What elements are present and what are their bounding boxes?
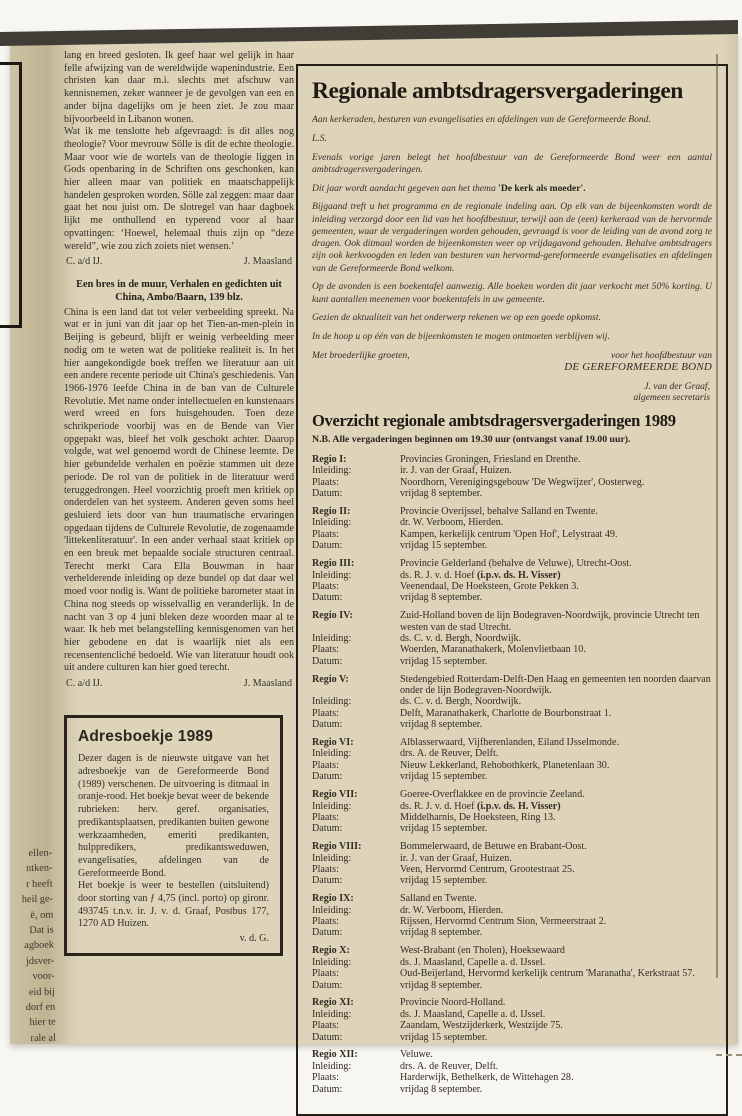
region-label: Regio XI: [312, 997, 354, 1009]
inleiding-label: Inleiding: [312, 1060, 352, 1072]
inleiding-text: drs. A. de Reuver, Delft. [400, 1060, 499, 1072]
region-entry [312, 674, 712, 731]
region-inleiding [400, 465, 712, 476]
region-plaats: Nieuw Lekkerland, Rehobothkerk, Planetenlaan 30. [400, 759, 610, 771]
page-corner-marks [716, 1054, 742, 1056]
region-label: Regio VII: [312, 789, 358, 801]
inleiding-text: ds. J. Maasland, Capelle a. d. IJssel. [400, 956, 546, 968]
closing-org-line: DE GEREFORMEERDE BOND [564, 360, 712, 373]
region-area: Provincie Overijssel, behalve Salland en Twente. [400, 506, 598, 518]
overview-note: N.B. Alle vergaderingen beginnen om 19.30 uur (ontvangst vanaf 19.00 uur). [312, 433, 631, 445]
letter-signer [314, 381, 710, 403]
region-label: Regio V: [312, 673, 349, 685]
signature-place: C. a/d IJ. [66, 256, 103, 268]
left-column [64, 50, 294, 956]
region-entry [312, 997, 712, 1043]
inleiding-text: dr. W. Verboom, Hierden. [400, 904, 504, 916]
adresboekje-paragraph: Het boekje is weer te bestellen (uitsluitend) door storting van ƒ 4,75 (incl. porto) op gironr. 493745 t.n.v. ir. J. v. d. Graaf, Postbus 177, 1270 AD Huizen. [78, 880, 269, 930]
datum-label: Datum: [312, 488, 343, 500]
inleiding-label: Inleiding: [312, 956, 352, 968]
region-area: Provincies Groningen, Friesland en Drenthe. [400, 453, 581, 465]
region-plaats: Woerden, Maranathakerk, Molenvlietbaan 10. [400, 644, 586, 656]
plaats-label: Plaats: [312, 916, 339, 928]
inleiding-label: Inleiding: [312, 800, 352, 812]
spine-fragment: Dat is [29, 924, 54, 937]
region-entry [312, 610, 712, 667]
overview-title: Overzicht regionale ambtsdragersvergaderingen 1989 [312, 410, 676, 430]
letter-paragraph [312, 133, 712, 145]
region-area: Provincie Noord-Holland. [400, 997, 506, 1009]
letter-paragraph [312, 183, 712, 195]
plaats-label: Plaats: [312, 811, 339, 823]
region-datum: vrijdag 15 september. [400, 540, 488, 552]
closing-for-line: voor het hoofdbestuur van [611, 349, 712, 361]
signature-author: J. Maasland [243, 678, 292, 690]
letter-text: Dit jaar wordt aandacht gegeven aan het thema [312, 182, 499, 194]
inleiding-text: ir. J. van der Graaf, Huizen. [400, 465, 512, 477]
region-plaats: Veenendaal, De Hoeksteen, Grote Pekken 3. [400, 580, 579, 592]
region-label: Regio I: [312, 453, 347, 465]
region-datum: vrijdag 8 september. [400, 979, 483, 991]
region-inleiding [400, 748, 712, 759]
datum-label: Datum: [312, 1031, 343, 1043]
region-datum: vrijdag 8 september. [400, 1083, 483, 1095]
closing-on-behalf [564, 350, 712, 373]
adresboekje-signature: v. d. G. [239, 933, 269, 945]
regional-meetings-article [296, 64, 728, 1116]
inleiding-bold-note: (i.p.v. ds. H. Visser) [477, 569, 561, 581]
plaats-label: Plaats: [312, 707, 339, 719]
region-inleiding [400, 853, 712, 864]
region-inleiding [400, 957, 712, 968]
datum-label: Datum: [312, 1083, 343, 1095]
region-label: Regio IX: [312, 893, 354, 905]
spine-fragment: ellen- [28, 847, 53, 860]
spine-fragment: dorf en [25, 1001, 56, 1014]
inleiding-text: ds. R. J. v. d. Hoef [400, 569, 478, 581]
inleiding-text: ds. R. J. v. d. Hoef [400, 800, 478, 812]
region-area: Salland en Twente. [400, 893, 477, 905]
letter-text: Bijgaand treft u het programma en de regionale indeling aan. Op elk van de bijeenkomsten wordt de inleiding verzorgd door een lid van het hoofdbestuur, terwijl aan de (een) kerkeraad van de hervormde gemeenten, waar de vergaderingen worden gehouden, gevraagd is voor de leiding van de avond zorg te dragen. Ook ditmaal worden de bijeenkomsten weer op vrijdagavond gehouden. Behalve ambtsdragers zijn ook kerkvoogden en leden van besturen van hervormd-gereformeerde evangelisaties en afdelingen van de Gereformeerde Bond welkom. [312, 201, 712, 274]
inleiding-label: Inleiding: [312, 696, 352, 708]
inleiding-text: ds. C. v. d. Bergh, Noordwijk. [400, 696, 522, 708]
spine-fragment: jdsver- [25, 955, 55, 967]
region-plaats: Delft, Maranathakerk, Charlotte de Bourbonstraat 1. [400, 707, 612, 719]
closing-greeting: Met broederlijke groeten, [312, 349, 410, 361]
letter-paragraph [312, 201, 712, 275]
region-area: Zuid-Holland boven de lijn Bodegraven-Noordwijk, provincie Utrecht ten westen van de stad Utrecht. [400, 610, 700, 633]
region-datum: vrijdag 8 september. [400, 488, 483, 500]
region-area: Alblasserwaard, Vijfherenlanden, Eiland IJsselmonde. [400, 737, 619, 749]
plaats-label: Plaats: [312, 759, 339, 771]
inleiding-label: Inleiding: [312, 632, 352, 644]
adresboekje-body [78, 753, 269, 931]
plaats-label: Plaats: [312, 968, 339, 980]
book-review-body [64, 307, 294, 675]
datum-label: Datum: [312, 655, 343, 667]
region-datum: vrijdag 15 september. [400, 655, 488, 667]
letter-paragraph [312, 281, 712, 306]
region-entry [312, 789, 712, 835]
plaats-label: Plaats: [312, 863, 339, 875]
datum-label: Datum: [312, 540, 343, 552]
region-entry [312, 454, 712, 500]
region-label: Regio VIII: [312, 841, 362, 853]
signature-place: C. a/d IJ. [66, 678, 103, 690]
spine-fragment: ntken- [25, 862, 53, 875]
inleiding-label: Inleiding: [312, 748, 352, 760]
region-entry [312, 1049, 712, 1095]
inleiding-label: Inleiding: [312, 1008, 352, 1020]
region-datum: vrijdag 8 september. [400, 927, 483, 939]
signature-author: J. Maasland [243, 256, 292, 268]
datum-label: Datum: [312, 592, 343, 604]
inleiding-label: Inleiding: [312, 852, 352, 864]
region-area: Goeree-Overflakkee en de provincie Zeeland. [400, 789, 585, 801]
datum-label: Datum: [312, 927, 343, 939]
letter-paragraph [312, 114, 712, 126]
region-datum: vrijdag 8 september. [400, 719, 483, 731]
article-paragraph: Wat ik me tenslotte heb afgevraagd: is dit alles nog theologie? Voor mevrouw Sölle is dit de echte theologie. Maar voor wie de wortels van de theologie liggen in Gods openbaring in de Schriften ons geschonken, kan hier alleen maar van politiek en maatschappelijk handelen gesproken worden. Sölle zal zeggen: maar daar gaat het nou juist om. De slotregel van haar dagboek lijkt me onthullend en typerend voor al haar opvattingen: ‘Hoewel, helemaal thuis zijn op “deze wereld”, wie zou zich zoiets niet wensen.’ [64, 126, 294, 252]
letter-text: Aan kerkeraden, besturen van evangelisaties en afdelingen van de Gereformeerde Bond. [312, 114, 651, 125]
region-plaats: Veen, Hervormd Centrum, Grootestraat 25. [400, 863, 575, 875]
region-datum: vrijdag 15 september. [400, 875, 488, 887]
spine-fragment: rale al [30, 1032, 57, 1044]
inleiding-bold-note: (i.p.v. ds. H. Visser) [477, 800, 561, 812]
letter-text: Op de avonden is een boekentafel aanwezig. Alle boeken worden dit jaar verkocht met 50% korting. U kunt aantallen meenemen voor boekentafels in uw gemeente. [312, 281, 712, 305]
region-label: Regio IV: [312, 610, 353, 622]
region-plaats: Kampen, kerkelijk centrum 'Open Hof', Lelystraat 49. [400, 528, 618, 540]
region-inleiding [400, 1061, 712, 1072]
signer-name: J. van der Graaf, [644, 380, 710, 392]
spine-text-fragments [10, 846, 56, 1047]
region-label: Regio II: [312, 506, 351, 518]
region-label: Regio X: [312, 945, 350, 957]
region-inleiding [400, 801, 712, 812]
datum-label: Datum: [312, 771, 343, 783]
letter-closing-row [312, 350, 712, 373]
region-area: Provincie Gelderland (behalve de Veluwe), Utrecht-Oost. [400, 558, 632, 570]
spine-fragment: r heeft [25, 878, 53, 890]
inleiding-label: Inleiding: [312, 517, 352, 529]
inleiding-label: Inleiding: [312, 465, 352, 477]
region-inleiding [400, 633, 712, 644]
spine-fragment: voor- [32, 970, 55, 983]
article-paragraph: lang en breed gesloten. Ik geef haar wel gelijk in haar felle afwijzing van de wereldwijde wapenindustrie. Een christen kan daar m.i. slechts met afschuw van kennisnemen, zeker wanneer je de gevolgen van een en ander bijna dagelijks om je heen ziet. Je zou maar bijvoorbeeld in Libanon wonen. [64, 50, 294, 125]
review-paragraph: China is een land dat tot veler verbeelding spreekt. Na wat er in juni van dit jaar op het Tien-an-men-plein in Beijing is gebeurd, blijft er weinig verbeelding meer nodig om te weten wat de politieke realiteit is. In het hier aangekondigde boek treffen we literatuur aan uit een andere recente periode uit China's geschiedenis. Van 1966-1976 leefde China in de ban van de Culturele Revolutie. Met name onder intellectuelen en kunstenaars werd wreed en fors huisgehouden. Toen deze schrikperiode voorbij was en de Bende van Vier opgepakt was, bleef het volk geschokt achter. Daarop volgde, wat wel genoemd wordt de Chinese leemte. De hier gebundelde verhalen en poëzie stammen uit deze periode. De rol van de politiek in de literatuur werd teruggedrongen. Heel voorzichtig proeft men kritiek op onderdelen van het systeem. Anderen geven soms heel gesluierd iets door van hun traumatische ervaringen opgedaan tijdens de Culturele Revolutie, de zogenaamde 'littekenliteratuur'. In een ander verhaal staat kritiek op en een breuk met bepaalde sociale structuren centraal. Terecht merkt Cara Ella Bouwman in haar verhelderende inleiding op deze bundel op dat daar wel moed voor nodig is. Want de politieke barometer staat in China nog steeds op wisselvallig en veranderlijk. In de nacht van 3 op 4 juni bleken deze woorden maar al te waar. Ik heb met belangstelling kennisgenomen van het hier gebodene en dat is waarlijk niet als een recensentencliché bedoeld. Wie van literatuur houdt ook uit andere culturen kan hier goed terecht. [64, 306, 294, 674]
letter-body [312, 114, 712, 343]
region-datum: vrijdag 8 september. [400, 592, 483, 604]
region-area: Stedengebied Rotterdam-Delft-Den Haag en gemeenten ten noorden daarvan onder de lijn Bodegraven-Noordwijk. [400, 673, 711, 697]
region-plaats: Harderwijk, Bethelkerk, de Wittehagen 28. [400, 1072, 574, 1084]
letter-text: L.S. [312, 132, 327, 144]
inleiding-label: Inleiding: [312, 569, 352, 581]
plaats-label: Plaats: [312, 644, 339, 656]
plaats-label: Plaats: [312, 1020, 339, 1032]
signature-row [66, 256, 292, 269]
region-plaats: Noordhorn, Verenigingsgebouw 'De Wegwijzer', Oosterweg. [400, 476, 645, 488]
region-datum: vrijdag 15 september. [400, 1031, 488, 1043]
region-inleiding [400, 696, 712, 707]
adresboekje-title: Adresboekje 1989 [78, 727, 214, 745]
region-inleiding [400, 1009, 712, 1020]
plaats-label: Plaats: [312, 528, 339, 540]
spine-fragment: hier te [29, 1017, 56, 1029]
inleiding-text: drs. A. de Reuver, Delft. [400, 748, 499, 760]
letter-bold-text: 'De kerk als moeder'. [498, 182, 586, 194]
spine-fragment: ë, om [30, 909, 54, 921]
region-entry [312, 506, 712, 552]
spine-fragment: eid bij [28, 986, 56, 998]
region-label: Regio VI: [312, 737, 354, 749]
region-datum: vrijdag 15 september. [400, 823, 488, 835]
regions-list [312, 454, 712, 1095]
region-area: West-Brabant (en Tholen), Hoeksewaard [400, 945, 565, 957]
letter-text: Gezien de aktualiteit van het onderwerp rekenen we op een goede opkomst. [312, 312, 601, 324]
inleiding-text: ir. J. van der Graaf, Huizen. [400, 852, 512, 864]
letter-paragraph [312, 331, 712, 343]
inleiding-label: Inleiding: [312, 904, 352, 916]
region-plaats: Zaandam, Westzijderkerk, Westzijde 75. [400, 1020, 563, 1032]
letter-text: In de hoop u op één van de bijeenkomsten te mogen ontmoeten verblijven wij. [312, 331, 610, 343]
letter-text: Evenals vorige jaren belegt het hoofdbestuur van de Gereformeerde Bond weer een aantal ambtsdragersvergaderingen. [312, 151, 712, 175]
region-area: Veluwe. [400, 1049, 433, 1061]
adresboekje-paragraph: Dezer dagen is de nieuwste uitgave van het adresboekje van de Gereformeerde Bond (1989) verschenen. De uitvoering is ditmaal in oranje-rood. Het boekje bevat weer de bekende rubrieken: herv. geref. organisaties, predikantsplaatsen, predikanten buiten gewone werkzaamheden, emeriti predikanten, hulppredikers, predikantsweduwen, evangelisaties, afdelingen van de Gereformeerde Bond. [78, 753, 269, 879]
region-inleiding [400, 570, 712, 581]
previous-page-box-edge [0, 62, 22, 328]
spine-fragment: agboek [24, 939, 55, 952]
signer-role: algemeen secretaris [633, 391, 710, 403]
datum-label: Datum: [312, 979, 343, 991]
region-inleiding [400, 905, 712, 916]
letter-paragraph [312, 312, 712, 324]
letter-paragraph [312, 152, 712, 177]
datum-label: Datum: [312, 823, 343, 835]
region-area: Bommelerwaard, de Betuwe en Brabant-Oost. [400, 841, 587, 853]
spine-fragment: heil ge- [21, 893, 54, 906]
region-label: Regio XII: [312, 1049, 358, 1061]
region-plaats: Oud-Beijerland, Hervormd kerkelijk centrum 'Maranatha', Kerkstraat 57. [400, 968, 695, 980]
datum-label: Datum: [312, 875, 343, 887]
book-review-heading: Een bres in de muur, Verhalen en gedichten uit China, Ambo/Baarn, 139 blz. [76, 278, 282, 304]
plaats-label: Plaats: [312, 580, 339, 592]
region-label: Regio III: [312, 558, 355, 570]
region-entry [312, 893, 712, 939]
region-entry [312, 737, 712, 783]
article-title: Regionale ambtsdragersvergaderingen [312, 78, 683, 104]
adresboekje-box [64, 715, 283, 956]
plaats-label: Plaats: [312, 476, 339, 488]
inleiding-text: ds. J. Maasland, Capelle a. d. IJssel. [400, 1008, 546, 1020]
region-datum: vrijdag 15 september. [400, 771, 488, 783]
article-continuation [64, 50, 294, 253]
region-inleiding [400, 517, 712, 528]
page-edge-line [716, 54, 718, 978]
signature-row [66, 678, 292, 691]
region-entry [312, 945, 712, 991]
plaats-label: Plaats: [312, 1072, 339, 1084]
region-plaats: Rijssen, Hervormd Centrum Sion, Vermeerstraat 2. [400, 916, 607, 928]
datum-label: Datum: [312, 719, 343, 731]
region-plaats: Middelharnis, De Hoeksteen, Ring 13. [400, 811, 556, 823]
inleiding-text: ds. C. v. d. Bergh, Noordwijk. [400, 632, 522, 644]
region-entry [312, 841, 712, 887]
magazine-page [10, 32, 738, 1095]
inleiding-text: dr. W. Verboom, Hierden. [400, 517, 504, 529]
region-entry [312, 558, 712, 604]
